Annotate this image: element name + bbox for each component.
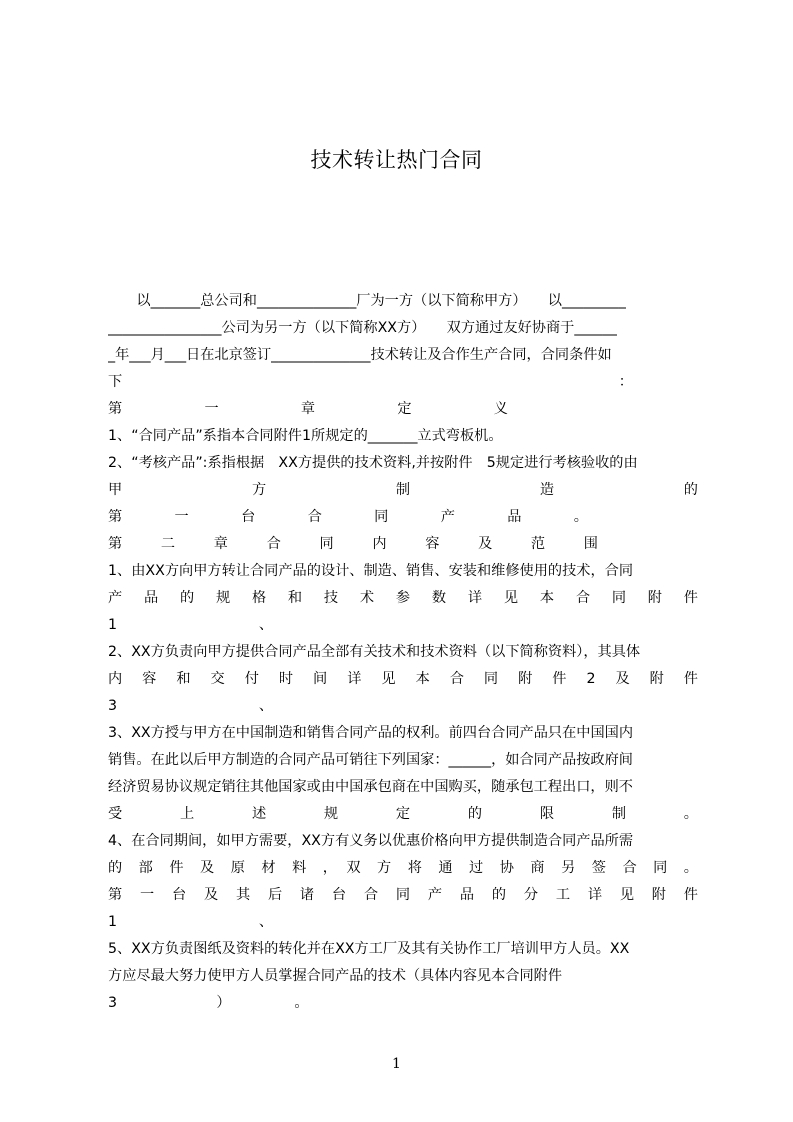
body-line: 经济贸易协议规定销往其他国家或由中国承包商在中国购买，随承包工程出口，则不 bbox=[108, 779, 633, 795]
body-line: 第 一 台 合 同 产 品 。 bbox=[108, 509, 588, 525]
body-line: 销售。在此以后甲方制造的合同产品可销往下列国家：______，如合同产品按政府间 bbox=[108, 752, 633, 768]
page-number: 1 bbox=[392, 1056, 401, 1072]
body-line: 1、由XX方向甲方转让合同产品的设计、制造、销售、安装和维修使用的技术，合同 bbox=[108, 563, 634, 579]
body-line: _年___月___日在北京签订______________技术转让及合作生产合同，合同条件如 bbox=[108, 347, 612, 363]
chapter-heading: 第 一 章 定 义 bbox=[108, 401, 508, 417]
body-line: 3 、 bbox=[108, 698, 274, 714]
body-line: 以_______总公司和______________厂为一方（以下简称甲方） 以_________ bbox=[108, 293, 626, 309]
body-line: 甲 方 制 造 的 bbox=[108, 482, 698, 498]
body-line: 第 一 台 及 其 后 诸 台 合 同 产 品 的 分 工 详 见 附 件 bbox=[108, 887, 698, 903]
body-line: 2、“考核产品”:系指根据 XX方提供的技术资料,并按附件 5规定进行考核验收的由 bbox=[108, 455, 638, 471]
document-title: 技术转让热门合同 bbox=[310, 148, 483, 172]
chapter-heading: 第 二 章 合 同 内 容 及 范 围 bbox=[108, 536, 598, 552]
body-line: 1 、 bbox=[108, 617, 274, 633]
body-line: 1、“合同产品”系指本合同附件1所规定的_______立式弯板机。 bbox=[108, 428, 503, 444]
body-line: 产 品 的 规 格 和 技 术 参 数 详 见 本 合 同 附 件 bbox=[108, 590, 698, 606]
body-line: 内 容 和 交 付 时 间 详 见 本 合 同 附 件 2 及 附 件 bbox=[108, 671, 698, 687]
body-line: 1 、 bbox=[108, 914, 274, 930]
body-line: 下 ： bbox=[108, 374, 633, 390]
body-line: 受 上 述 规 定 的 限 制 。 bbox=[108, 806, 698, 822]
body-line: ________________公司为另一方（以下简称XX方） 双方通过友好协商于______ bbox=[108, 320, 617, 336]
body-line: 3、XX方授与甲方在中国制造和销售合同产品的权利。前四台合同产品只在中国国内 bbox=[108, 725, 634, 741]
body-line: 4、在合同期间，如甲方需要，XX方有义务以优惠价格向甲方提供制造合同产品所需 bbox=[108, 833, 634, 849]
body-line: 的 部 件 及 原 材 料 ， 双 方 将 通 过 协 商 另 签 合 同 。 bbox=[108, 860, 698, 876]
body-line: 方应尽最大努力使甲方人员掌握合同产品的技术（具体内容见本合同附件 bbox=[108, 968, 563, 984]
body-line: 2、XX方负责向甲方提供合同产品全部有关技术和技术资料（以下简称资料），其具体 bbox=[108, 644, 641, 660]
body-line: 3 ） 。 bbox=[108, 995, 309, 1011]
body-line: 5、XX方负责图纸及资料的转化并在XX方工厂及其有关协作工厂培训甲方人员。XX bbox=[108, 941, 630, 957]
